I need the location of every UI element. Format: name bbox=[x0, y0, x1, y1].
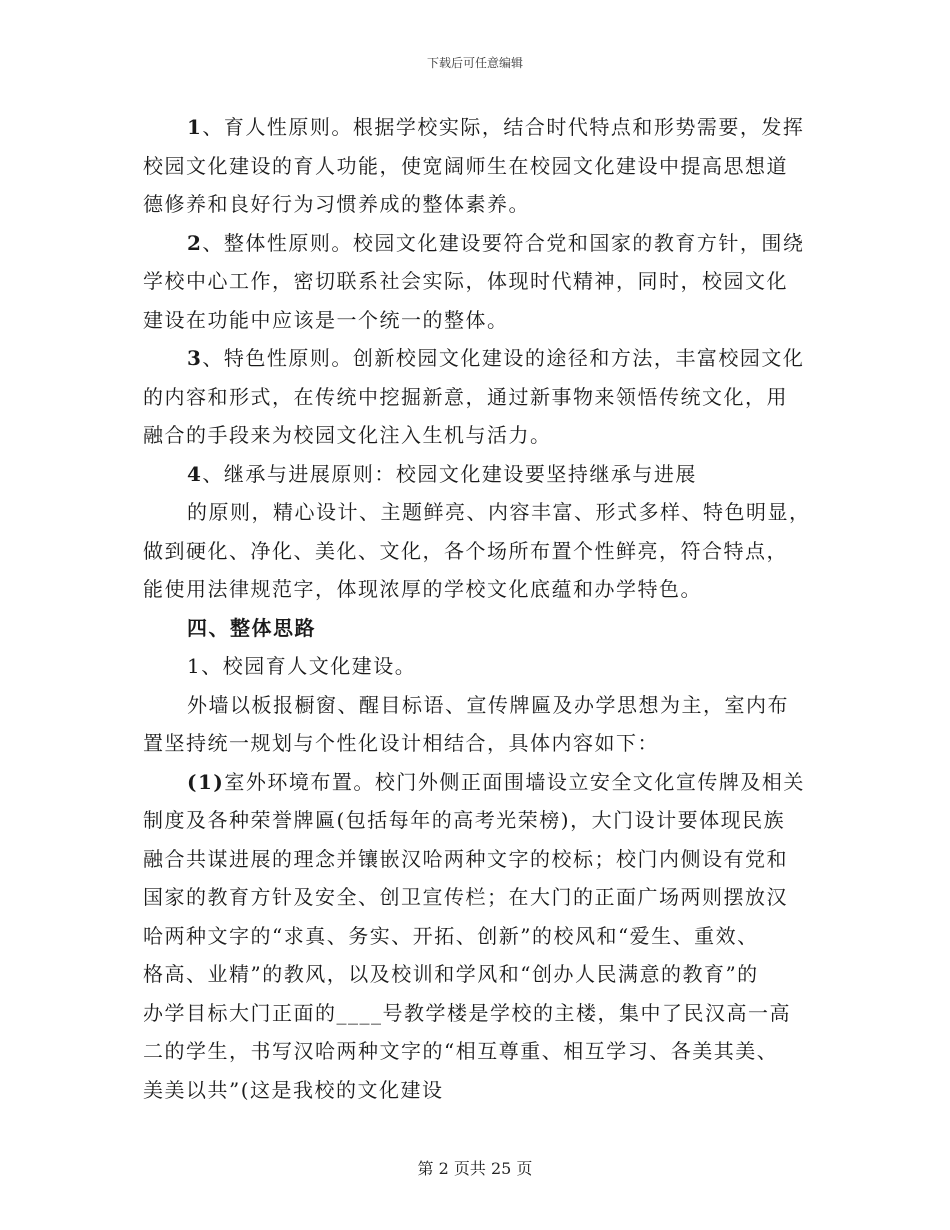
section-heading: 四、整体思路 bbox=[187, 615, 316, 640]
document-body bbox=[143, 108, 813, 1109]
paragraph-line: 二的学生，书写汉哈两种文字的“相互尊重、相互学习、各美其美、 bbox=[143, 1039, 779, 1063]
item-number: 2 bbox=[187, 230, 203, 255]
line-text: 、育人性原则。根据学校实际，结合时代特点和形势需要，发挥 bbox=[202, 115, 805, 139]
paragraph-line: 置坚持统一规划与个性化设计相结合，具体内容如下： bbox=[143, 731, 659, 755]
paragraph-line bbox=[143, 455, 813, 494]
paragraph-line: 做到硬化、净化、美化、文化，各个场所布置个性鲜亮，符合特点， bbox=[143, 538, 788, 563]
paragraph-line bbox=[143, 108, 813, 147]
item-number: 3 bbox=[187, 346, 203, 370]
paragraph-line: 校园文化建设的育人功能，使宽阔师生在校园文化建设中提高思想道 bbox=[143, 153, 788, 178]
item-number: 4 bbox=[187, 461, 203, 486]
paragraph-line: 国家的教育方针及安全、创卫宣传栏；在大门的正面广场两则摆放汉 bbox=[143, 885, 788, 909]
line-text: 室外环境布置。校门外侧正面围墙设立安全文化宣传牌及相关 bbox=[224, 769, 805, 794]
paragraph-line: 哈两种文字的“求真、务实、开拓、创新”的校风和“爱生、重效、 bbox=[143, 923, 759, 948]
paragraph-line: 外墙以板报橱窗、醒目标语、宣传牌匾及办学思想为主，室内布 bbox=[187, 692, 789, 717]
paragraph-line: 的原则，精心设计、主题鲜亮、内容丰富、形式多样、特色明显， bbox=[187, 500, 811, 524]
line-text: 、继承与进展原则：校园文化建设要坚持继承与进展 bbox=[202, 461, 697, 486]
paragraph-line: 美美以共”(这是我校的文化建设 bbox=[143, 1077, 444, 1102]
paragraph-line: 制度及各种荣誉牌匾(包括每年的高考光荣榜)，大门设计要体现民族 bbox=[143, 808, 786, 832]
line-text: 、整体性原则。校园文化建设要符合党和国家的教育方针，围绕 bbox=[202, 230, 805, 255]
paragraph-line: 融合共谋进展的理念并镶嵌汉哈两种文字的校标；校门内侧设有党和 bbox=[143, 846, 788, 871]
subsection-heading: 1、校园育人文化建设。 bbox=[187, 654, 417, 678]
paragraph-line: 格高、业精”的教风，以及校训和学风和“创办人民满意的教育”的 bbox=[143, 962, 759, 986]
paragraph-line: 建设在功能中应该是一个统一的整体。 bbox=[143, 307, 509, 332]
paragraph-line bbox=[143, 339, 813, 378]
paragraph-line: 融合的手段来为校园文化注入生机与活力。 bbox=[143, 423, 552, 447]
paragraph-line: 办学目标大门正面的____号教学楼是学校的主楼，集中了民汉高一高 bbox=[143, 1000, 791, 1025]
paragraph-line bbox=[143, 763, 813, 802]
paragraph-line: 学校中心工作，密切联系社会实际，体现时代精神，同时，校园文化 bbox=[143, 269, 788, 293]
paragraph-line: 德修养和良好行为习惯养成的整体素养。 bbox=[143, 192, 530, 216]
item-number: (1) bbox=[187, 769, 225, 794]
page-header: 下载后可任意编辑 bbox=[426, 56, 523, 70]
paragraph-line: 能使用法律规范字，体现浓厚的学校文化底蕴和办学特色。 bbox=[143, 577, 702, 601]
paragraph-line bbox=[143, 224, 813, 263]
paragraph-line: 的内容和形式，在传统中挖掘新意，通过新事物来领悟传统文化，用 bbox=[143, 384, 788, 409]
item-number: 1 bbox=[187, 115, 203, 139]
line-text: 、特色性原则。创新校园文化建设的途径和方法，丰富校园文化 bbox=[202, 346, 805, 370]
page-footer: 第 2 页共 25 页 bbox=[417, 1159, 533, 1178]
